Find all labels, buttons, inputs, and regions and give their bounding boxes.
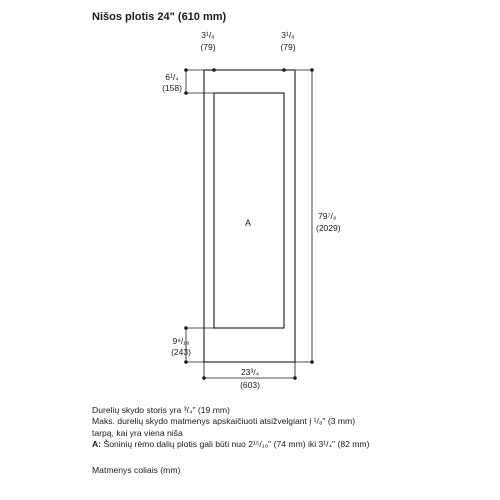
diagram-title: Nišos plotis 24" (610 mm) bbox=[92, 11, 227, 23]
left-gap-dot bbox=[212, 68, 216, 72]
units-footer: Matmenys coliais (mm) bbox=[92, 465, 181, 475]
note-a-prefix: A: bbox=[92, 439, 102, 450]
width-imperial: 23³/₄ bbox=[240, 367, 260, 377]
right-gap-imperial: 3¹/₈ bbox=[281, 30, 295, 40]
bottom-offset-dot bbox=[184, 360, 188, 364]
bottom-offset-dot bbox=[184, 326, 188, 330]
top-offset-metric: (158) bbox=[162, 83, 182, 93]
height-metric: (2029) bbox=[316, 223, 341, 233]
top-offset-imperial: 6¹/₄ bbox=[165, 72, 179, 82]
right-gap-metric: (79) bbox=[280, 42, 296, 52]
height-imperial: 79⁷/₈ bbox=[318, 211, 337, 221]
bottom-offset-imperial: 9⁹/₁₆ bbox=[172, 336, 190, 346]
width-dot bbox=[293, 376, 297, 380]
width-dot bbox=[202, 376, 206, 380]
top-offset-dot bbox=[184, 91, 188, 95]
note-max-dimensions-cont: tarpą, kai yra viena niša bbox=[92, 427, 183, 438]
panel-label: A bbox=[244, 218, 252, 228]
width-metric: (603) bbox=[240, 380, 260, 390]
note-max-dimensions: Maks. durelių skydo matmenys apskaičiuoti atsižvelgiant į ¹/₈" (3 mm) bbox=[92, 416, 356, 427]
left-gap-imperial: 3¹/₈ bbox=[201, 30, 215, 40]
note-a-text: Šoninių rėmo dalių plotis gali būti nuo 2¹⁵/₁₆" (74 mm) iki 3¹/₄" (82 mm) bbox=[101, 439, 370, 450]
height-dot bbox=[310, 360, 314, 364]
inner-panel-outline bbox=[214, 93, 284, 328]
left-gap-metric: (79) bbox=[200, 42, 216, 52]
note-panel-thickness: Durelių skydo storis yra ³/₄" (19 mm) bbox=[92, 405, 230, 415]
notes-block bbox=[92, 405, 369, 451]
right-gap-dot bbox=[282, 68, 286, 72]
note-a bbox=[92, 439, 369, 450]
bottom-offset-metric: (243) bbox=[171, 347, 191, 357]
